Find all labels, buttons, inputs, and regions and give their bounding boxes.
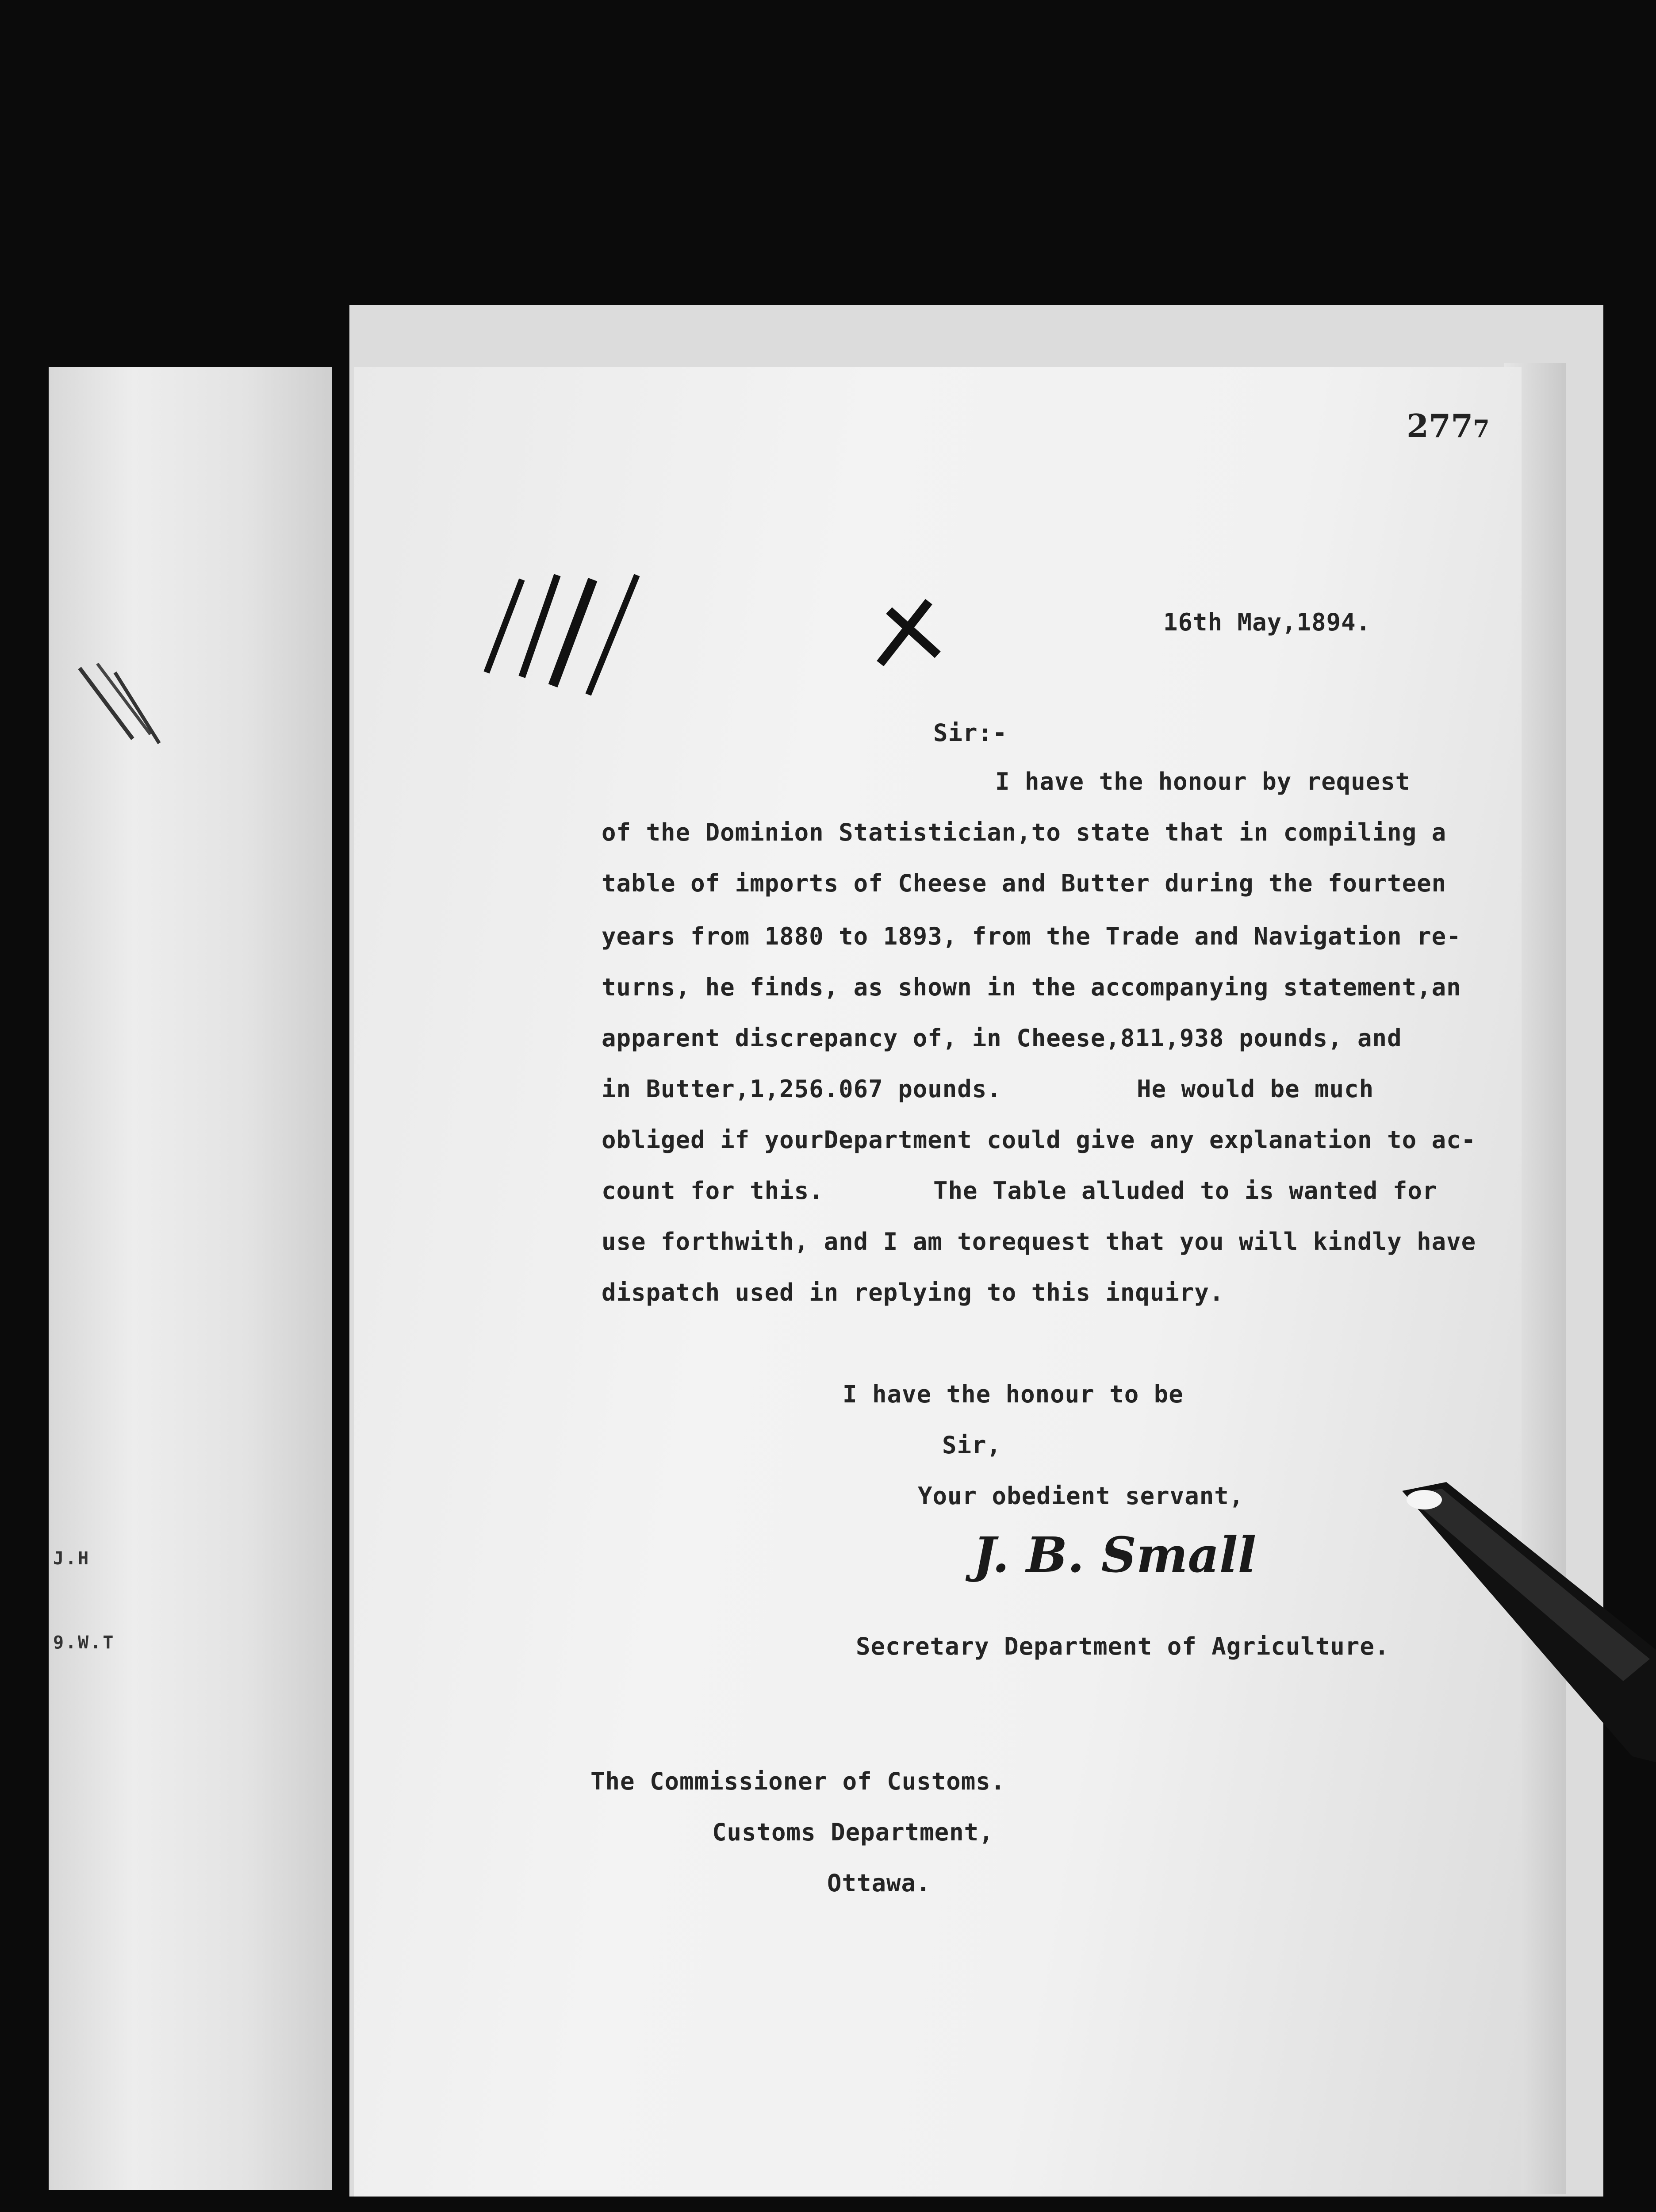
body-line: obliged if yourDepartment could give any explanation to ac-	[602, 1126, 1476, 1154]
signer-title: Secretary Department of Agriculture.	[856, 1632, 1390, 1660]
tally-marks	[469, 562, 672, 712]
left-page-fragment	[49, 367, 332, 2190]
page-number: 2777	[1407, 407, 1490, 445]
body-line: use forthwith, and I am torequest that you will kindly have	[602, 1228, 1476, 1256]
body-line: dispatch used in replying to this inquiry.	[602, 1279, 1224, 1306]
body-line: in Butter,1,256.067 pounds.	[602, 1075, 1002, 1103]
pencil-marks-left	[62, 650, 195, 765]
body-line: He would be much	[1137, 1075, 1374, 1103]
x-mark	[862, 593, 951, 681]
body-line: I have the honour by request	[995, 768, 1411, 795]
body-line: table of imports of Cheese and Butter during the fourteen	[602, 869, 1447, 897]
body-line: years from 1880 to 1893, from the Trade and Navigation re-	[602, 922, 1461, 950]
closing-line: I have the honour to be	[843, 1380, 1184, 1408]
closing-line: Sir,	[942, 1431, 1002, 1459]
body-line: count for this.	[602, 1177, 824, 1205]
salutation: Sir:-	[933, 719, 1008, 747]
recipient-line: The Commissioner of Customs.	[590, 1767, 1006, 1795]
closing-line: Your obedient servant,	[918, 1482, 1244, 1510]
left-fragment-text-1: J.H	[53, 1548, 91, 1569]
left-fragment-text-2: 9.W.T	[53, 1632, 115, 1653]
recipient-line: Customs Department,	[712, 1818, 994, 1846]
letter-date: 16th May,1894.	[1163, 608, 1371, 636]
body-line: apparent discrepancy of, in Cheese,811,938 pounds, and	[602, 1024, 1402, 1052]
body-line: turns, he finds, as shown in the accompanying statement,an	[602, 973, 1461, 1001]
recipient-line: Ottawa.	[827, 1869, 931, 1897]
body-line: of the Dominion Statistician,to state that in compiling a	[602, 818, 1447, 846]
body-line: The Table alluded to is wanted for	[933, 1177, 1438, 1205]
pen-pointer	[1393, 1473, 1656, 1783]
signature: J. B. Small	[973, 1526, 1257, 1583]
